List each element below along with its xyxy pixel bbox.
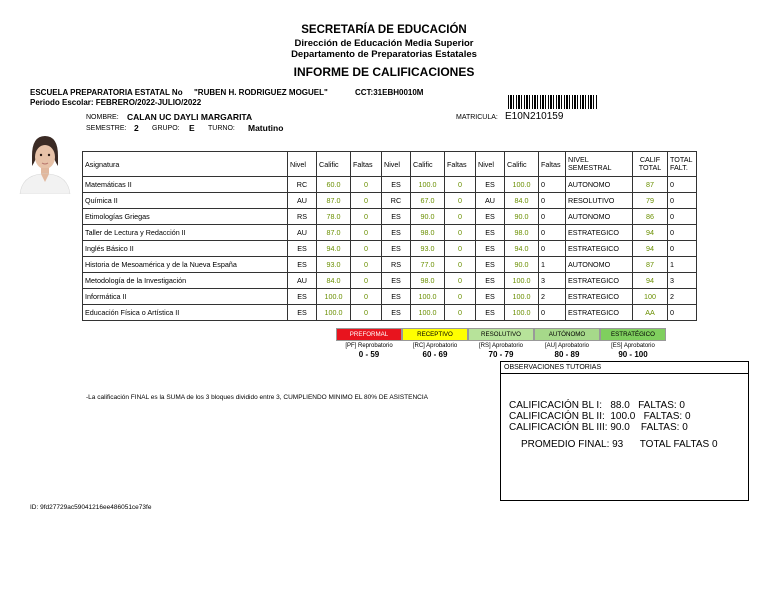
col-nivel-semestral: NIVEL SEMESTRAL <box>566 152 633 177</box>
table-row <box>83 257 697 273</box>
final-grade-note: -La calificación FINAL es la SUMA de los 3 bloques dividido entre 3, CUMPLIENDO MINIMO EL 80% DE ASISTENCIA <box>86 394 428 401</box>
matricula-label: MATRICULA: <box>456 114 498 121</box>
col-calific-3: Calific <box>505 152 539 177</box>
barcode-image <box>508 95 598 109</box>
grupo-value: E <box>189 123 195 133</box>
legend-item <box>468 328 534 359</box>
table-row <box>83 289 697 305</box>
cell-c2: 100.0 <box>411 305 445 321</box>
cell-asig: Matemáticas II <box>83 177 288 193</box>
legend-band: RECEPTIVO <box>402 328 468 341</box>
cell-tf: 0 <box>668 305 697 321</box>
cell-f3: 0 <box>539 193 566 209</box>
cell-c1: 78.0 <box>317 209 351 225</box>
cell-tf: 3 <box>668 273 697 289</box>
legend-sub: [ES] Aprobatorio <box>611 343 655 349</box>
col-calific-2: Calific <box>411 152 445 177</box>
cell-c3: 98.0 <box>505 225 539 241</box>
cell-asig: Historia de Mesoamérica y de la Nueva España <box>83 257 288 273</box>
cell-c2: 67.0 <box>411 193 445 209</box>
cell-ns: ESTRATEGICO <box>566 225 633 241</box>
grades-table <box>82 151 697 321</box>
semestre-value: 2 <box>134 123 139 133</box>
cell-f3: 1 <box>539 257 566 273</box>
legend-sub: [RS] Aprobatorio <box>478 343 524 349</box>
cell-tf: 0 <box>668 225 697 241</box>
legend-item <box>402 328 468 359</box>
cell-n1: ES <box>288 257 317 273</box>
cell-f3: 0 <box>539 225 566 241</box>
cell-ct: 94 <box>633 225 668 241</box>
cell-ns: ESTRATEGICO <box>566 289 633 305</box>
legend-range: 0 - 59 <box>358 350 380 359</box>
cell-c1: 100.0 <box>317 289 351 305</box>
cell-f1: 0 <box>351 209 382 225</box>
observations-title: OBSERVACIONES TUTORIAS <box>501 362 748 374</box>
cell-f2: 0 <box>445 193 476 209</box>
cell-ns: RESOLUTIVO <box>566 193 633 209</box>
cell-n3: ES <box>476 305 505 321</box>
header-direccion: Dirección de Educación Media Superior <box>294 38 474 49</box>
legend-item <box>336 328 402 359</box>
legend-range: 70 - 79 <box>488 350 514 359</box>
matricula-value: E10N210159 <box>505 111 564 122</box>
cell-n2: ES <box>382 241 411 257</box>
cell-f2: 0 <box>445 241 476 257</box>
col-nivel-1: Nivel <box>288 152 317 177</box>
cell-c1: 93.0 <box>317 257 351 273</box>
cell-ns: AUTONOMO <box>566 209 633 225</box>
cell-n3: ES <box>476 209 505 225</box>
cell-f1: 0 <box>351 241 382 257</box>
observation-bl1: CALIFICACIÓN BL I: 88.0 FALTAS: 0 <box>509 400 685 411</box>
cell-f2: 0 <box>445 209 476 225</box>
cell-ct: 94 <box>633 241 668 257</box>
cell-ct: 86 <box>633 209 668 225</box>
cell-tf: 1 <box>668 257 697 273</box>
col-calific-1: Calific <box>317 152 351 177</box>
cell-n1: ES <box>288 289 317 305</box>
cell-f2: 0 <box>445 289 476 305</box>
school-name: "RUBEN H. RODRIGUEZ MOGUEL" <box>194 88 328 97</box>
legend-range: 60 - 69 <box>422 350 448 359</box>
cell-n1: ES <box>288 305 317 321</box>
cell-c1: 84.0 <box>317 273 351 289</box>
cell-ns: ESTRATEGICO <box>566 273 633 289</box>
cell-c3: 100.0 <box>505 177 539 193</box>
cell-c1: 87.0 <box>317 225 351 241</box>
cell-f1: 0 <box>351 289 382 305</box>
legend-range: 80 - 89 <box>554 350 580 359</box>
table-row <box>83 273 697 289</box>
observation-bl3: CALIFICACIÓN BL III: 90.0 FALTAS: 0 <box>509 422 688 433</box>
student-photo <box>14 130 76 194</box>
legend-band: RESOLUTIVO <box>468 328 534 341</box>
cell-f2: 0 <box>445 257 476 273</box>
document-id: ID: 9fd27729ac59041216ee486051ce73fe <box>30 504 152 511</box>
turno-value: Matutino <box>248 123 284 133</box>
cell-c3: 100.0 <box>505 305 539 321</box>
cell-tf: 0 <box>668 193 697 209</box>
cell-n2: RC <box>382 193 411 209</box>
col-asignatura: Asignatura <box>83 152 288 177</box>
cell-tf: 0 <box>668 241 697 257</box>
cell-n1: RS <box>288 209 317 225</box>
cell-c2: 98.0 <box>411 225 445 241</box>
cell-asig: Inglés Básico II <box>83 241 288 257</box>
cell-f3: 3 <box>539 273 566 289</box>
school-cct: CCT:31EBH0010M <box>355 88 424 97</box>
cell-ct: AA <box>633 305 668 321</box>
cell-n1: AU <box>288 193 317 209</box>
legend-sub: [RC] Aprobatorio <box>412 343 458 349</box>
cell-c3: 84.0 <box>505 193 539 209</box>
semestre-label: SEMESTRE: <box>86 125 127 132</box>
table-row <box>83 177 697 193</box>
table-row <box>83 193 697 209</box>
cell-f1: 0 <box>351 305 382 321</box>
cell-asig: Taller de Lectura y Redacción II <box>83 225 288 241</box>
cell-ct: 94 <box>633 273 668 289</box>
cell-c1: 60.0 <box>317 177 351 193</box>
cell-tf: 0 <box>668 177 697 193</box>
cell-asig: Etimologías Griegas <box>83 209 288 225</box>
cell-n1: AU <box>288 273 317 289</box>
cell-asig: Educación Física o Artística II <box>83 305 288 321</box>
cell-tf: 2 <box>668 289 697 305</box>
cell-c2: 98.0 <box>411 273 445 289</box>
cell-n3: ES <box>476 225 505 241</box>
cell-c1: 87.0 <box>317 193 351 209</box>
school-period: Periodo Escolar: FEBRERO/2022-JULIO/2022 <box>30 98 202 107</box>
cell-f1: 0 <box>351 273 382 289</box>
cell-ct: 87 <box>633 177 668 193</box>
cell-ct: 79 <box>633 193 668 209</box>
legend-band: PREFORMAL <box>336 328 402 341</box>
cell-n1: ES <box>288 241 317 257</box>
observations-box <box>500 361 749 501</box>
legend-item <box>534 328 600 359</box>
cell-n3: ES <box>476 177 505 193</box>
col-faltas-3: Faltas <box>539 152 566 177</box>
cell-n2: ES <box>382 225 411 241</box>
table-row <box>83 241 697 257</box>
cell-f3: 0 <box>539 241 566 257</box>
cell-asig: Metodología de la Investigación <box>83 273 288 289</box>
cell-n3: ES <box>476 289 505 305</box>
cell-n3: AU <box>476 193 505 209</box>
cell-ct: 100 <box>633 289 668 305</box>
cell-n3: ES <box>476 257 505 273</box>
cell-c2: 90.0 <box>411 209 445 225</box>
cell-f1: 0 <box>351 257 382 273</box>
legend-band: AUTÓNOMO <box>534 328 600 341</box>
cell-f3: 0 <box>539 305 566 321</box>
legend-item <box>600 328 666 359</box>
table-row <box>83 209 697 225</box>
cell-c3: 90.0 <box>505 257 539 273</box>
header-departamento: Departamento de Preparatorias Estatales <box>291 49 477 60</box>
table-header-row <box>83 152 697 177</box>
cell-f3: 2 <box>539 289 566 305</box>
col-nivel-2: Nivel <box>382 152 411 177</box>
table-row <box>83 305 697 321</box>
grupo-label: GRUPO: <box>152 125 180 132</box>
cell-asig: Informática II <box>83 289 288 305</box>
cell-n2: RS <box>382 257 411 273</box>
cell-c2: 93.0 <box>411 241 445 257</box>
cell-ns: ESTRATEGICO <box>566 241 633 257</box>
cell-ns: AUTONOMO <box>566 177 633 193</box>
cell-n3: ES <box>476 273 505 289</box>
col-faltas-1: Faltas <box>351 152 382 177</box>
cell-c2: 77.0 <box>411 257 445 273</box>
cell-c1: 94.0 <box>317 241 351 257</box>
cell-f2: 0 <box>445 225 476 241</box>
cell-ct: 87 <box>633 257 668 273</box>
legend-band: ESTRATÉGICO <box>600 328 666 341</box>
col-total-faltas: TOTAL FALT. <box>668 152 697 177</box>
cell-ns: AUTONOMO <box>566 257 633 273</box>
turno-label: TURNO: <box>208 125 235 132</box>
cell-c3: 90.0 <box>505 209 539 225</box>
cell-n2: ES <box>382 177 411 193</box>
observation-bl2: CALIFICACIÓN BL II: 100.0 FALTAS: 0 <box>509 411 691 422</box>
cell-f2: 0 <box>445 273 476 289</box>
school-label: ESCUELA PREPARATORIA ESTATAL No <box>30 88 183 97</box>
cell-asig: Química II <box>83 193 288 209</box>
cell-n3: ES <box>476 241 505 257</box>
final-average: PROMEDIO FINAL: 93 TOTAL FALTAS 0 <box>521 439 718 450</box>
cell-n2: ES <box>382 305 411 321</box>
cell-f3: 0 <box>539 209 566 225</box>
student-name: CALAN UC DAYLI MARGARITA <box>127 112 253 122</box>
header-secretaria: SECRETARÍA DE EDUCACIÓN <box>301 24 467 36</box>
cell-f1: 0 <box>351 193 382 209</box>
col-calif-total: CALIF TOTAL <box>633 152 668 177</box>
student-name-label: NOMBRE: <box>86 114 119 121</box>
legend-range: 90 - 100 <box>618 350 648 359</box>
cell-c3: 94.0 <box>505 241 539 257</box>
level-legend <box>336 328 666 359</box>
col-nivel-3: Nivel <box>476 152 505 177</box>
cell-n1: RC <box>288 177 317 193</box>
cell-c1: 100.0 <box>317 305 351 321</box>
table-row <box>83 225 697 241</box>
cell-f2: 0 <box>445 305 476 321</box>
cell-c2: 100.0 <box>411 289 445 305</box>
cell-tf: 0 <box>668 209 697 225</box>
cell-n2: ES <box>382 273 411 289</box>
cell-ns: ESTRATEGICO <box>566 305 633 321</box>
legend-sub: [PF] Reprobatorio <box>345 343 393 349</box>
cell-n2: ES <box>382 289 411 305</box>
cell-c3: 100.0 <box>505 289 539 305</box>
cell-f1: 0 <box>351 225 382 241</box>
cell-f1: 0 <box>351 177 382 193</box>
cell-c3: 100.0 <box>505 273 539 289</box>
page-title: INFORME DE CALIFICACIONES <box>293 65 475 79</box>
cell-f3: 0 <box>539 177 566 193</box>
cell-c2: 100.0 <box>411 177 445 193</box>
cell-n2: ES <box>382 209 411 225</box>
cell-f2: 0 <box>445 177 476 193</box>
cell-n1: AU <box>288 225 317 241</box>
legend-sub: [AU] Aprobatorio <box>544 343 590 349</box>
col-faltas-2: Faltas <box>445 152 476 177</box>
